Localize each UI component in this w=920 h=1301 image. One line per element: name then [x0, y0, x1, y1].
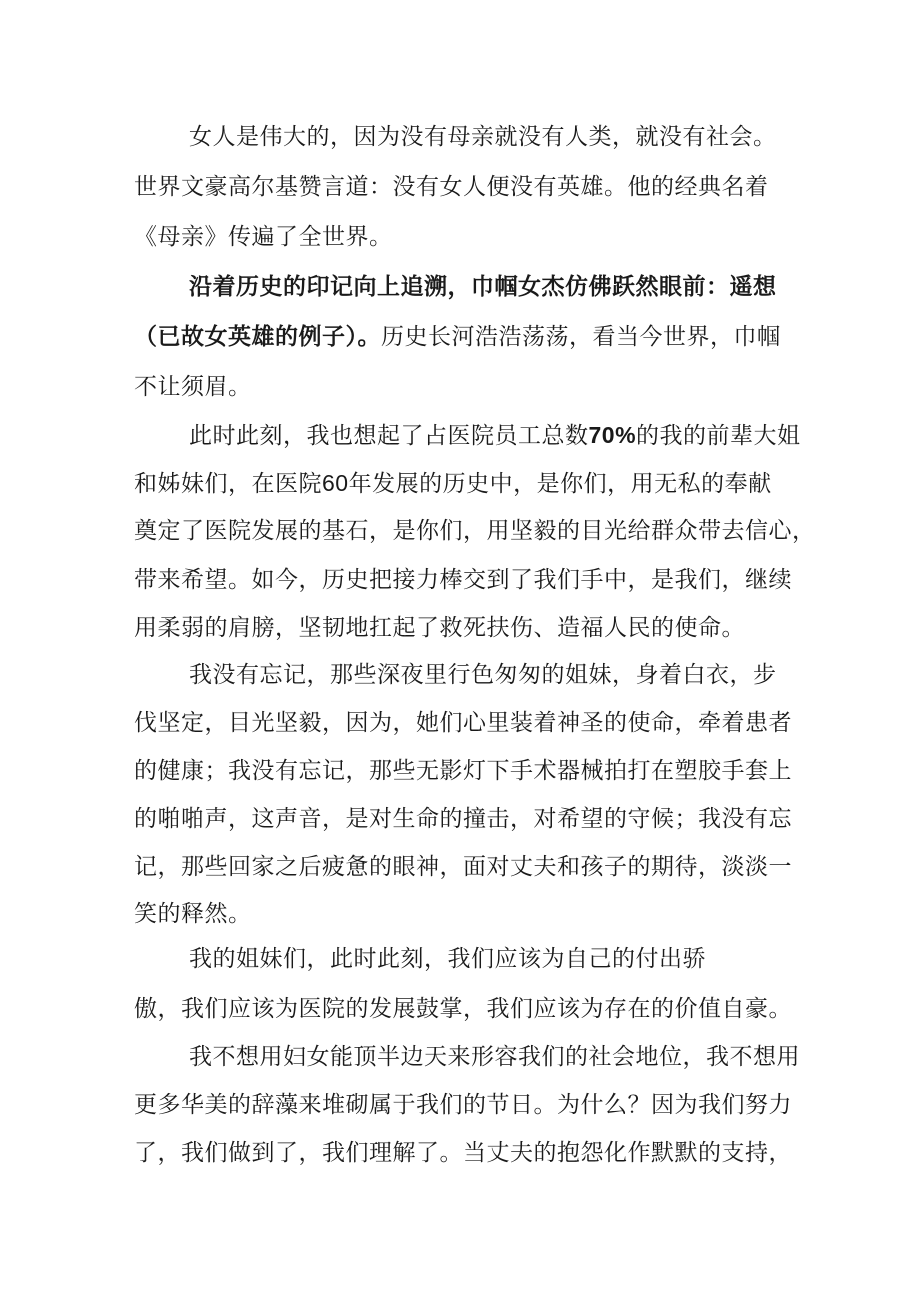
paragraph-6-line-2: 更多华美的辞藻来堆砌属于我们的节日。为什么？因为我们努力 [134, 1092, 792, 1118]
paragraph-2-line-3: 不让须眉。 [134, 374, 252, 400]
paragraph-3-line-5: 用柔弱的肩膀，坚韧地扛起了救死扶伤、造福人民的使命。 [134, 615, 745, 641]
paragraph-2-line-1: 沿着历史的印记向上追溯，巾帼女杰仿佛跃然眼前：遥想 [189, 273, 777, 300]
paragraph-1-line-3: 《母亲》传遍了全世界。 [134, 224, 393, 250]
paragraph-4-line-5: 记，那些回家之后疲惫的眼神，面对丈夫和孩子的期待，淡淡一 [134, 854, 792, 880]
paragraph-4-line-2: 伐坚定，目光坚毅，因为，她们心里装着神圣的使命，牵着患者 [134, 710, 792, 736]
paragraph-3-line-3: 奠定了医院发展的基石，是你们，用坚毅的目光给群众带去信心， [134, 518, 816, 544]
paragraph-3-line-1 [189, 418, 801, 453]
paragraph-6-line-1: 我不想用妇女能顶半边天来形容我们的社会地位，我不想用 [189, 1044, 800, 1070]
paragraph-5-line-1: 我的姐妹们，此时此刻，我们应该为自己的付出骄 [189, 946, 706, 972]
paragraph-2-bold-example: （已故女英雄的例子）。 [134, 323, 381, 350]
hospital-years: 60 [322, 470, 349, 496]
paragraph-6-line-3: 了，我们做到了，我们理解了。当丈夫的抱怨化作默默的支持， [134, 1140, 792, 1166]
staff-percentage: 70% [588, 422, 637, 448]
paragraph-3-line-2-post: 年发展的历史中，是你们，用无私的奉献 [348, 471, 772, 497]
paragraph-3-line-1-post: 的我的前辈大姐 [636, 423, 801, 449]
paragraph-2-line-2-rest: 历史长河浩浩荡荡，看当今世界，巾帼 [381, 324, 781, 350]
paragraph-1-line-2: 世界文豪高尔基赞言道：没有女人便没有英雄。他的经典名着 [134, 174, 769, 200]
paragraph-3-line-2-pre: 和姊妹们，在医院 [134, 471, 322, 497]
paragraph-1-line-1: 女人是伟大的，因为没有母亲就没有人类，就没有社会。 [189, 124, 777, 150]
paragraph-5-line-2: 傲，我们应该为医院的发展鼓掌，我们应该为存在的价值自豪。 [134, 996, 792, 1022]
paragraph-3-line-2 [134, 466, 772, 501]
paragraph-4-line-3: 的健康；我没有忘记，那些无影灯下手术器械拍打在塑胶手套上 [134, 758, 792, 784]
paragraph-4-line-1: 我没有忘记，那些深夜里行色匆匆的姐妹，身着白衣，步 [189, 662, 777, 688]
paragraph-4-line-4: 的啪啪声，这声音，是对生命的撞击，对希望的守候；我没有忘 [134, 806, 792, 832]
paragraph-3-line-4: 带来希望。如今，历史把接力棒交到了我们手中，是我们，继续 [134, 567, 792, 593]
paragraph-4-line-6: 笑的释然。 [134, 901, 252, 927]
paragraph-3-line-1-pre: 此时此刻，我也想起了占医院员工总数 [189, 423, 589, 449]
paragraph-2-line-2 [134, 320, 781, 354]
